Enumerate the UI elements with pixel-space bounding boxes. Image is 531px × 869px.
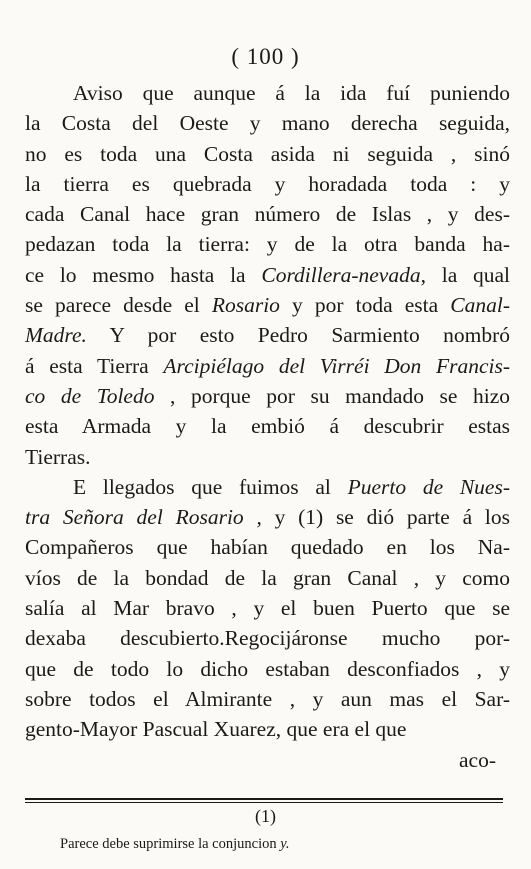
text-line xyxy=(25,169,510,199)
text-line xyxy=(25,532,510,562)
text-line xyxy=(25,502,510,532)
text-line xyxy=(25,351,510,381)
text-run: dexaba descubierto.Regocijáronse mucho por- xyxy=(25,626,510,651)
italic-text: co de Toledo xyxy=(25,383,155,408)
text-run: no es toda una Costa asida ni seguida , sinó xyxy=(25,141,510,166)
text-run: , y (1) se dió parte á los xyxy=(243,505,510,530)
text-line xyxy=(25,108,510,138)
text-line xyxy=(25,320,510,350)
text-line xyxy=(25,411,510,441)
footnote-marker: (1) xyxy=(255,806,276,826)
footnote xyxy=(60,836,520,853)
text-run: la Costa del Oeste y mano derecha seguida, xyxy=(25,111,510,136)
text-run: pedazan toda la tierra: y de la otra banda ha- xyxy=(25,232,510,257)
text-run: salía al Mar bravo , y el buen Puerto que se xyxy=(25,596,510,621)
italic-text: Madre. xyxy=(25,323,87,348)
italic-text: Arcipiélago del Virréi Don Francis- xyxy=(163,353,510,378)
body-text xyxy=(25,78,510,775)
text-line xyxy=(25,563,510,593)
footnote-rule xyxy=(25,798,503,800)
text-run: Aviso que aunque á la ida fuí puniendo xyxy=(73,81,510,105)
text-run: Tierras. xyxy=(25,444,91,469)
text-run: E llegados que fuimos al xyxy=(73,474,348,499)
text-run: esta Armada y la embió á descubrir estas xyxy=(25,414,510,439)
text-run: Compañeros que habían quedado en los Na- xyxy=(25,535,510,560)
text-run: , la qual xyxy=(420,262,510,287)
text-run: á esta Tierra xyxy=(25,353,164,378)
text-run: gento-Mayor Pascual Xuarez, que era el que xyxy=(25,717,407,742)
text-line xyxy=(25,714,510,744)
text-line xyxy=(25,229,510,259)
footnote-text: Parece debe suprimirse la conjuncion xyxy=(60,836,281,852)
text-line xyxy=(25,78,510,108)
text-run: Y por esto Pedro Sarmiento nombró xyxy=(86,323,510,348)
text-line xyxy=(25,472,510,502)
italic-text: tra Señora del Rosario xyxy=(25,505,244,530)
text-line xyxy=(25,654,510,684)
italic-text: Canal- xyxy=(450,293,510,318)
text-line xyxy=(25,381,510,411)
text-run: la tierra es quebrada y horadada toda : y xyxy=(25,171,510,196)
text-line xyxy=(25,684,510,714)
text-line xyxy=(25,290,510,320)
text-line xyxy=(25,623,510,653)
text-line xyxy=(25,139,510,169)
page-number: ( 100 ) xyxy=(231,44,300,69)
text-run: , porque por su mandado se hizo xyxy=(154,383,510,408)
text-run: víos de la bondad de la gran Canal , y como xyxy=(25,565,510,590)
text-run: sobre todos el Almirante , y aun mas el Sar- xyxy=(25,686,510,711)
footnote-rule-thin xyxy=(25,802,503,803)
footnote-italic: y. xyxy=(280,836,290,852)
text-line xyxy=(25,199,510,229)
text-line xyxy=(25,593,510,623)
italic-text: Puerto de Nues- xyxy=(347,474,510,499)
text-run: se parece desde el xyxy=(25,293,212,318)
text-run: ce lo mesmo hasta la xyxy=(25,262,262,287)
catchword: aco- xyxy=(459,747,496,772)
text-run: cada Canal hace gran número de Islas , y des- xyxy=(25,202,510,227)
text-run: y por toda esta xyxy=(279,293,451,318)
text-run: que de todo lo dicho estaban desconfiados , y xyxy=(25,656,510,681)
text-line xyxy=(25,260,510,290)
italic-text: Rosario xyxy=(211,293,280,318)
italic-text: Cordillera-nevada xyxy=(261,262,421,287)
text-line xyxy=(25,442,510,472)
